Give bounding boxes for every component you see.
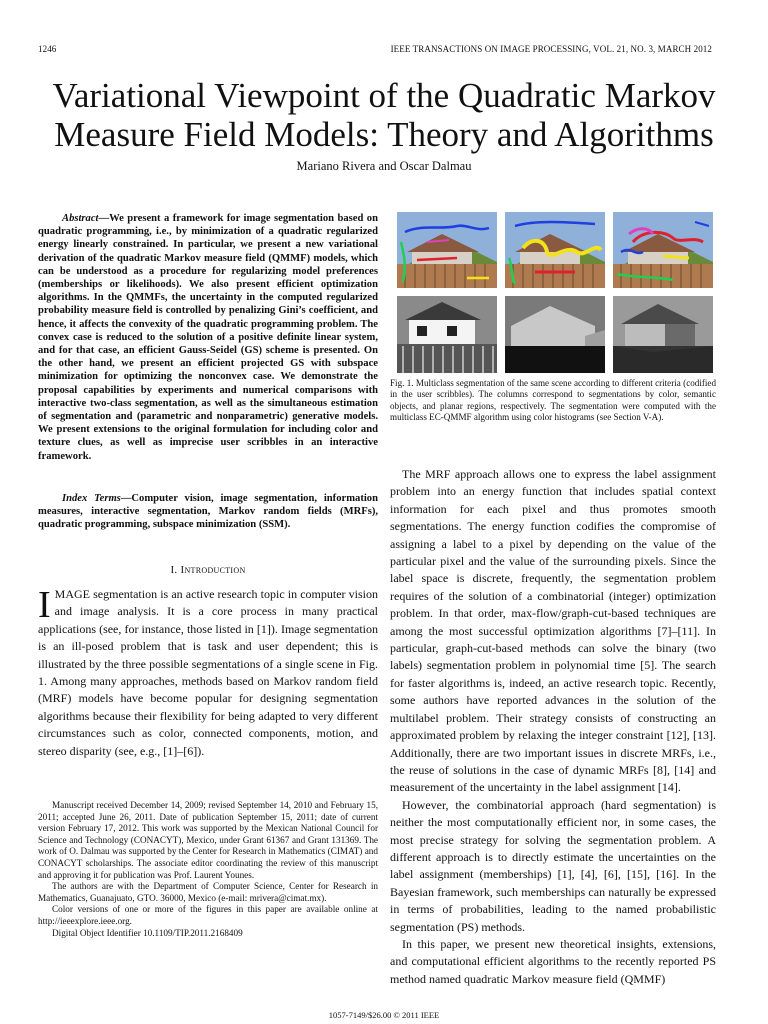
- intro-text: MAGE segmentation is an active research topic in computer vision and image analysis. It is a core process in many practical applications (see, for instance, those listed in [1]). Image segmentation is an ill-posed problem that is task and user dependent; this is illustrated by the three possible segmentations of a single scene in Fig. 1. Among many approaches, methods based on Markov random field (MRF) models have become popular for designing segmentation algorithms because their flexibility for being adapted to very different circumstances such as color, connected components, motion, and stereo disparity (see, e.g., [1]–[6]).: [38, 587, 378, 758]
- abstract: [38, 212, 378, 463]
- segmentation-objects: [505, 296, 605, 373]
- section-heading: [38, 564, 378, 576]
- title-line-1: Variational Viewpoint of the Quadratic Markov: [52, 76, 716, 115]
- photo-scribbles-color: [397, 212, 497, 288]
- paragraph-this-paper: In this paper, we present new theoretical insights, extensions, and computational efficient algorithms to the recently reported PS method named quadratic Markov measure field (QMMF): [390, 936, 716, 986]
- abstract-label: Abstract: [62, 213, 99, 224]
- section-numeral: I.: [170, 564, 178, 576]
- index-terms: [38, 492, 378, 532]
- photo-scribbles-objects: [505, 212, 605, 288]
- paper-title: [0, 76, 768, 154]
- photo-scribbles-planes: [613, 212, 713, 288]
- drop-cap: I: [38, 584, 51, 626]
- figure-1-images: [397, 212, 715, 373]
- segmentation-planes: [613, 296, 713, 373]
- introduction-paragraph: [38, 586, 378, 760]
- abstract-text: —We present a framework for image segmentation based on quadratic programming, i.e., by minimization of a quadratic regularized energy linearly constrained. In particular, we present a new variational derivation of the quadratic Markov measure field (QMMF) models, which can be understood as a procedure for regularizing model preferences (memberships or likelihoods). We also present efficient optimization algorithms. In the QMMFs, the uncertainty in the computed regularized probability measure field is controlled by penalizing Gini’s coefficient, and hence, it affects the convexity of the quadratic programming problem. The convex case is reduced to the solution of a positive definite linear system, and for that case, an efficient Gauss-Seidel (GS) scheme is presented. On the other hand, we present an efficient projected GS with subspace minimization for optimizing the nonconvex case. We demonstrate the proposal capabilities by experiments and numerical comparisons with interactive two-class segmentation, as well as the simultaneous estimation of segmentation and (parametric and nonparametric) generative models. We present extensions to the original formulation for including color and texture clues, as well as imprecise user scribbles in an interactive framework.: [38, 213, 378, 462]
- footnote-doi: Digital Object Identifier 10.1109/TIP.2011.2168409: [52, 927, 243, 938]
- footnote-manuscript: Manuscript received December 14, 2009; revised September 14, 2010 and February 15, 2011; accepted June 26, 2011. Date of publication September 15, 2011; date of current version February 17, 2012. This work was supported by the Mexican National Council for Science and Technology (CONACYT), Mexico, under Grant 61367 and Grant 131369. The work of O. Dalmau was supported by the Center for Research in Mathematics (CIMAT) and CONACYT scholarships. The associate editor coordinating the review of this manuscript and approving it for publication was Prof. Laurent Younes.: [38, 800, 378, 880]
- figure-caption: Fig. 1. Multiclass segmentation of the same scene according to different criteria (codified in the user scribbles). The columns correspond to segmentations by color, semantic objects, and planar regions, respectively. The segmentation were computed with the multiclass EC-QMMF algorithm using color histograms (see Section V-A).: [390, 378, 716, 422]
- index-terms-label: Index Terms: [62, 493, 121, 504]
- right-column-body: [390, 466, 716, 988]
- title-line-2: Measure Field Models: Theory and Algorithms: [54, 115, 714, 154]
- footnote: [38, 800, 378, 939]
- page-number: 1246: [38, 44, 57, 54]
- figure-1: [397, 212, 715, 373]
- footnote-color: Color versions of one or more of the figures in this paper are available online at http://ieeexplore.ieee.org.: [38, 904, 378, 926]
- paragraph-mrf: The MRF approach allows one to express the label assignment problem into an energy function that includes spatial context information for each pixel and thus promotes smooth segmentations. The energy function codifies the compromise of assigning a label to a pixel by depending on the value of the particular pixel and the value of the surrounding pixels. Since the label space is discrete, frequently, the segmentation problem requires of the solution of a combinatorial (integer) optimization problem. In that order, max-flow/graph-cut-based techniques are among the most successful optimization algorithms [7]–[11]. In particular, graph-cut-based methods can solve the binary (two labels) segmentation problem in polynomial time [5]. The search for faster algorithms is, indeed, an active research topic. Recently, some authors have reported advances in the solution of the multilabel problem. Their strategy consists of constructing an approximated problem by relaxing the integer constraint [12], [13]. Additionally, there are two important issues in discrete MRFs, i.e., the reuse of solutions in the case of dynamic MRFs [8], [14] and measurement of the uncertainty in the label assignment [14].: [390, 467, 716, 795]
- segmentation-color: [397, 296, 497, 373]
- index-terms-text: —Computer vision, image segmentation, information measures, interactive segmentation, Markov random fields (MRFs), quadratic programming, subspace minimization (SSM).: [38, 493, 378, 531]
- authors: Mariano Rivera and Oscar Dalmau: [296, 159, 472, 173]
- copyright-line: 1057-7149/$26.00 © 2011 IEEE: [328, 1010, 440, 1020]
- journal-header: IEEE TRANSACTIONS ON IMAGE PROCESSING, VOL. 21, NO. 3, MARCH 2012: [390, 44, 712, 54]
- section-title: Introduction: [180, 564, 246, 576]
- paragraph-combinatorial: However, the combinatorial approach (hard segmentation) is neither the most computationally efficient nor, in some cases, the most precise strategy for solving the segmentation problem. A different approach is to directly estimate the uncertainties on the label assignment (memberships) [1], [4], [6], [15], [16]. In the Bayesian framework, such memberships can naturally be expressed in terms of probabilities, leading to the named probabilistic segmentation (PS) methods.: [390, 797, 716, 934]
- footnote-affiliation: The authors are with the Department of Computer Science, Center for Research in Mathematics, Guanajuato, GTO. 36000, Mexico (e-mail: mrivera@cimat.mx).: [38, 881, 378, 903]
